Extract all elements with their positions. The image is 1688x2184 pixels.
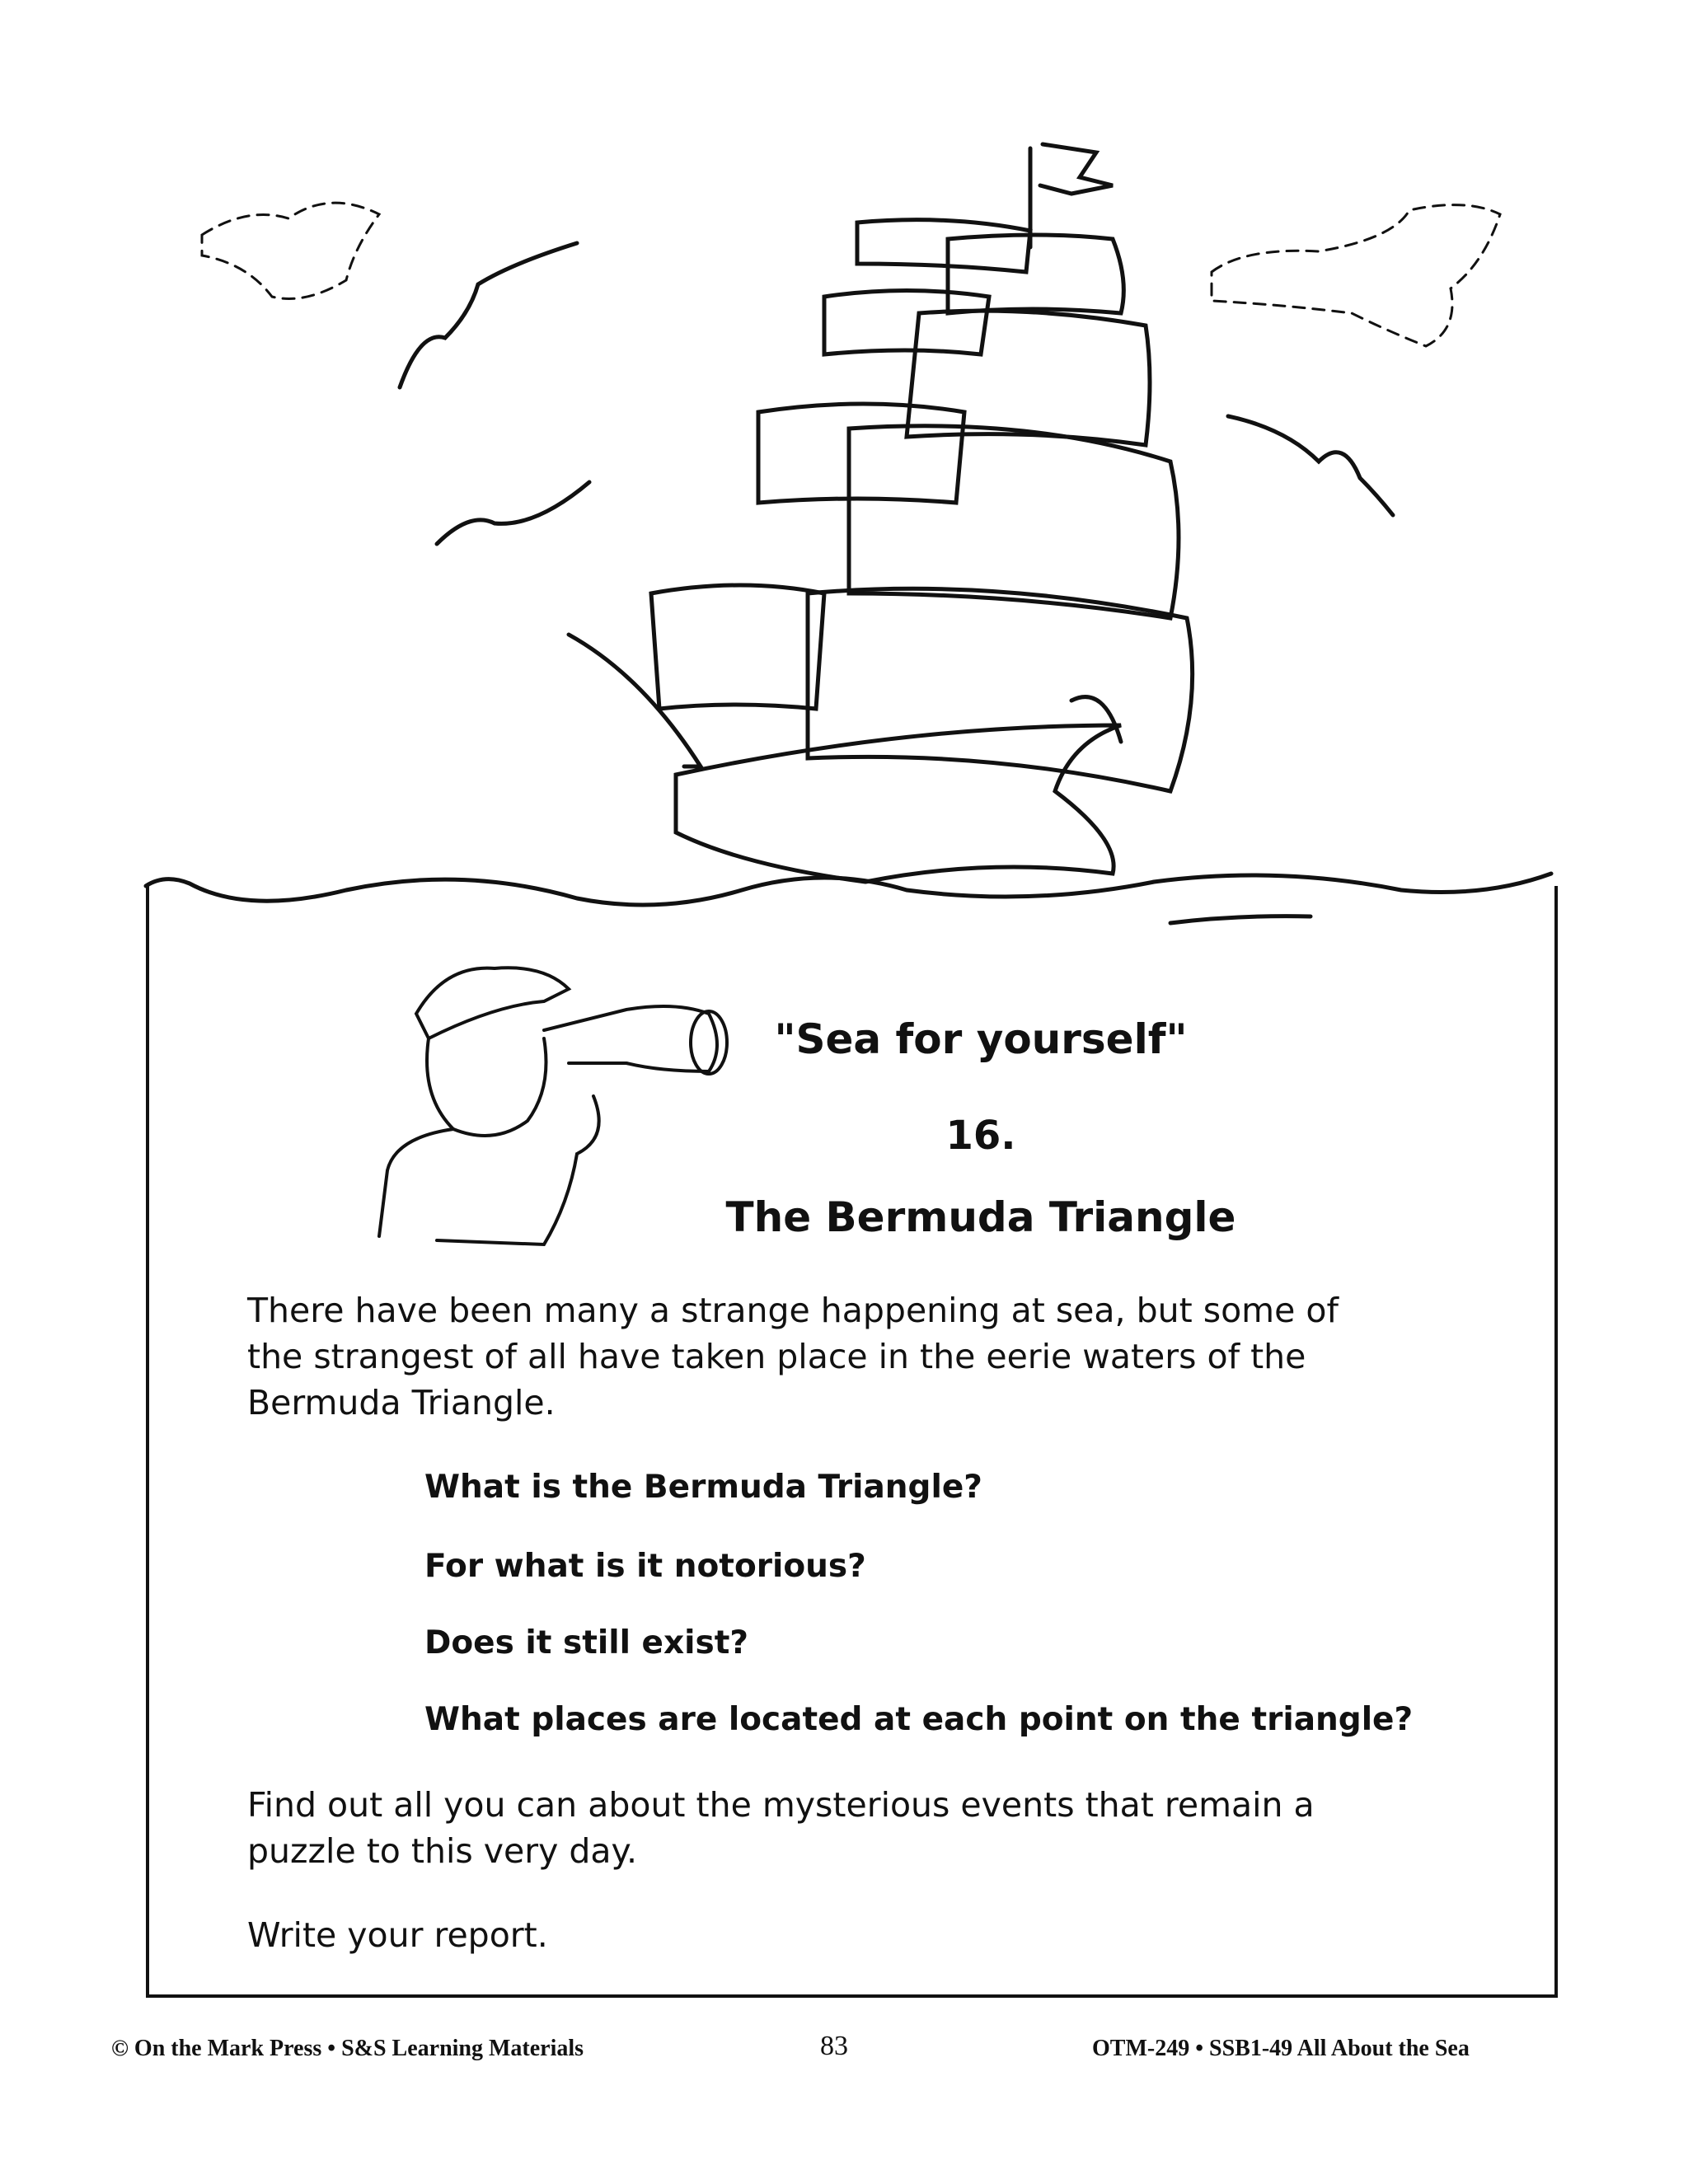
instructions-paragraph <box>247 1782 1484 1874</box>
cloud-left-icon <box>202 203 379 298</box>
instruction-line: Find out all you can about the mysterious events that remain a <box>247 1785 1315 1825</box>
intro-line: Bermuda Triangle. <box>247 1383 556 1422</box>
instruction-line: puzzle to this very day. <box>247 1831 637 1871</box>
closing-text: Write your report. <box>247 1915 548 1955</box>
question: For what is it notorious? <box>424 1548 866 1585</box>
question: What places are located at each point on the triangle? <box>424 1701 1414 1738</box>
question: What is the Bermuda Triangle? <box>424 1469 982 1506</box>
cloud-right-icon <box>1212 205 1500 346</box>
page-number: 83 <box>820 2031 848 2061</box>
footer-copyright: © On the Mark Press • S&S Learning Materials <box>111 2036 584 2061</box>
ship-icon <box>569 144 1193 882</box>
intro-line: the strangest of all have taken place in the eerie waters of the <box>247 1337 1306 1376</box>
intro-paragraph <box>247 1287 1484 1426</box>
activity-number: 16. <box>945 1113 1016 1159</box>
subtitle: "Sea for yourself" <box>774 1015 1188 1063</box>
intro-line: There have been many a strange happening at sea, but some of <box>247 1291 1339 1330</box>
page-title: The Bermuda Triangle <box>725 1193 1236 1241</box>
footer-product-code: OTM-249 • SSB1-49 All About the Sea <box>1092 2036 1470 2061</box>
question: Does it still exist? <box>424 1624 748 1661</box>
